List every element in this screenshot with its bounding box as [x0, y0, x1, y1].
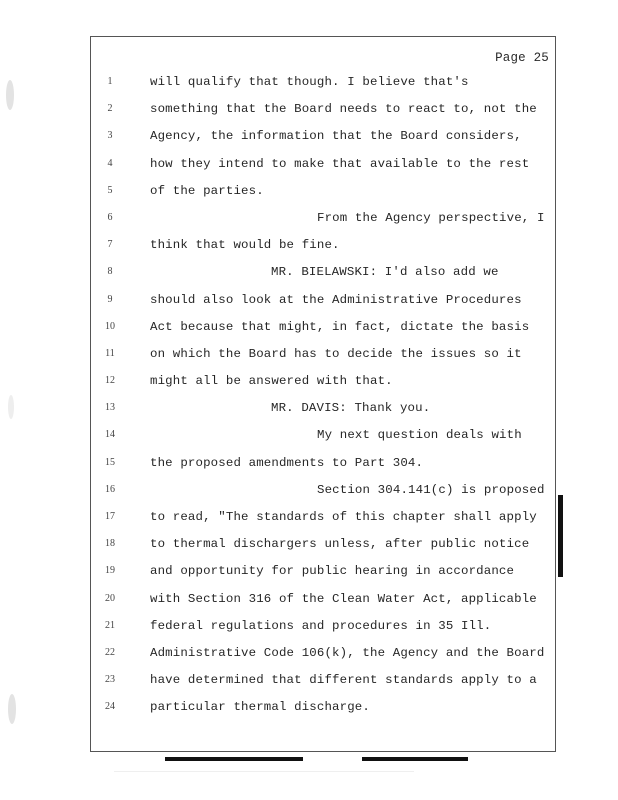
- line-number: 21: [105, 619, 115, 631]
- transcript-line: [91, 531, 555, 558]
- line-text: From the Agency perspective, I: [317, 210, 545, 225]
- transcript-line: [91, 422, 555, 449]
- line-text: Section 304.141(c) is proposed: [317, 482, 545, 497]
- line-number: 14: [105, 429, 115, 441]
- line-text: with Section 316 of the Clean Water Act, applicable: [150, 591, 537, 606]
- transcript-line: [91, 123, 555, 150]
- line-number: 8: [107, 266, 113, 278]
- transcript-line: [91, 558, 555, 585]
- line-number: 15: [105, 456, 115, 468]
- transcript-line: [91, 314, 555, 341]
- line-number: 2: [107, 103, 113, 115]
- line-number: 3: [107, 130, 113, 142]
- scan-bottom-mark: [165, 757, 303, 761]
- line-text: on which the Board has to decide the issues so it: [150, 346, 522, 361]
- page-number: Page 25: [495, 51, 549, 65]
- transcript-line: [91, 504, 555, 531]
- line-text: the proposed amendments to Part 304.: [150, 455, 424, 470]
- line-number: 19: [105, 565, 115, 577]
- line-number: 12: [105, 375, 115, 387]
- transcript-line: [91, 69, 555, 96]
- line-text: federal regulations and procedures in 35 Ill.: [150, 618, 492, 633]
- line-number: 7: [107, 239, 113, 251]
- line-text: My next question deals with: [317, 428, 522, 443]
- line-text: to read, "The standards of this chapter shall apply: [150, 510, 537, 524]
- scan-artifact: [8, 395, 14, 419]
- line-text: might all be answered with that.: [150, 374, 393, 389]
- line-text: something that the Board needs to react to, not the: [150, 102, 537, 117]
- transcript-line: [91, 178, 555, 205]
- line-text: how they intend to make that available to the rest: [150, 156, 530, 171]
- line-text: and opportunity for public hearing in accordance: [150, 564, 515, 579]
- speaker-line-text: MR. BIELAWSKI: I'd also add we: [271, 265, 499, 280]
- line-number: 4: [107, 157, 113, 169]
- transcript-line: [91, 259, 555, 286]
- line-text: Act because that might, in fact, dictate the basis: [150, 319, 530, 334]
- transcript-line: [91, 477, 555, 504]
- transcript-line: [91, 151, 555, 178]
- speaker-line-text: MR. DAVIS: Thank you.: [271, 401, 431, 416]
- line-text: Agency, the information that the Board considers,: [150, 129, 522, 144]
- transcript-line: [91, 232, 555, 259]
- line-number: 22: [105, 646, 115, 658]
- line-text: think that would be fine.: [150, 238, 340, 253]
- scan-artifact: [8, 694, 16, 724]
- transcript-line: [91, 96, 555, 123]
- transcript-line: [91, 341, 555, 368]
- line-number: 18: [105, 538, 115, 550]
- line-number: 6: [107, 211, 113, 223]
- line-number: 20: [105, 592, 115, 604]
- line-number: 5: [107, 184, 113, 196]
- transcript-line: [91, 395, 555, 422]
- transcript-line: [91, 613, 555, 640]
- line-text: have determined that different standards apply to a: [150, 673, 537, 688]
- line-number: 17: [105, 511, 115, 522]
- line-number: 23: [105, 674, 115, 686]
- line-text: Administrative Code 106(k), the Agency and the Board: [150, 645, 545, 660]
- scan-edge-mark: [558, 495, 563, 577]
- transcript-line: [91, 368, 555, 395]
- transcript-line: [91, 205, 555, 232]
- transcript-line: [91, 694, 555, 721]
- line-number: 9: [107, 293, 113, 305]
- scan-bottom-mark: [362, 757, 468, 761]
- transcript-line: [91, 287, 555, 314]
- line-number: 11: [105, 347, 115, 359]
- scan-faint-rule: [114, 771, 414, 772]
- line-text: particular thermal discharge.: [150, 700, 370, 715]
- transcript-line: [91, 640, 555, 667]
- transcript-line: [91, 450, 555, 477]
- transcript-line: [91, 586, 555, 613]
- scan-artifact: [6, 80, 14, 110]
- line-text: should also look at the Administrative Procedures: [150, 292, 522, 307]
- line-number: 1: [107, 76, 113, 87]
- line-text: of the parties.: [150, 183, 264, 198]
- page-frame: [90, 36, 556, 752]
- line-number: 13: [105, 402, 115, 414]
- line-text: to thermal dischargers unless, after public notice: [150, 537, 530, 552]
- line-number: 24: [105, 701, 115, 713]
- transcript-body: [91, 69, 555, 722]
- transcript-line: [91, 667, 555, 694]
- line-text: will qualify that though. I believe that's: [150, 75, 469, 89]
- line-number: 10: [105, 320, 115, 332]
- line-number: 16: [105, 483, 115, 495]
